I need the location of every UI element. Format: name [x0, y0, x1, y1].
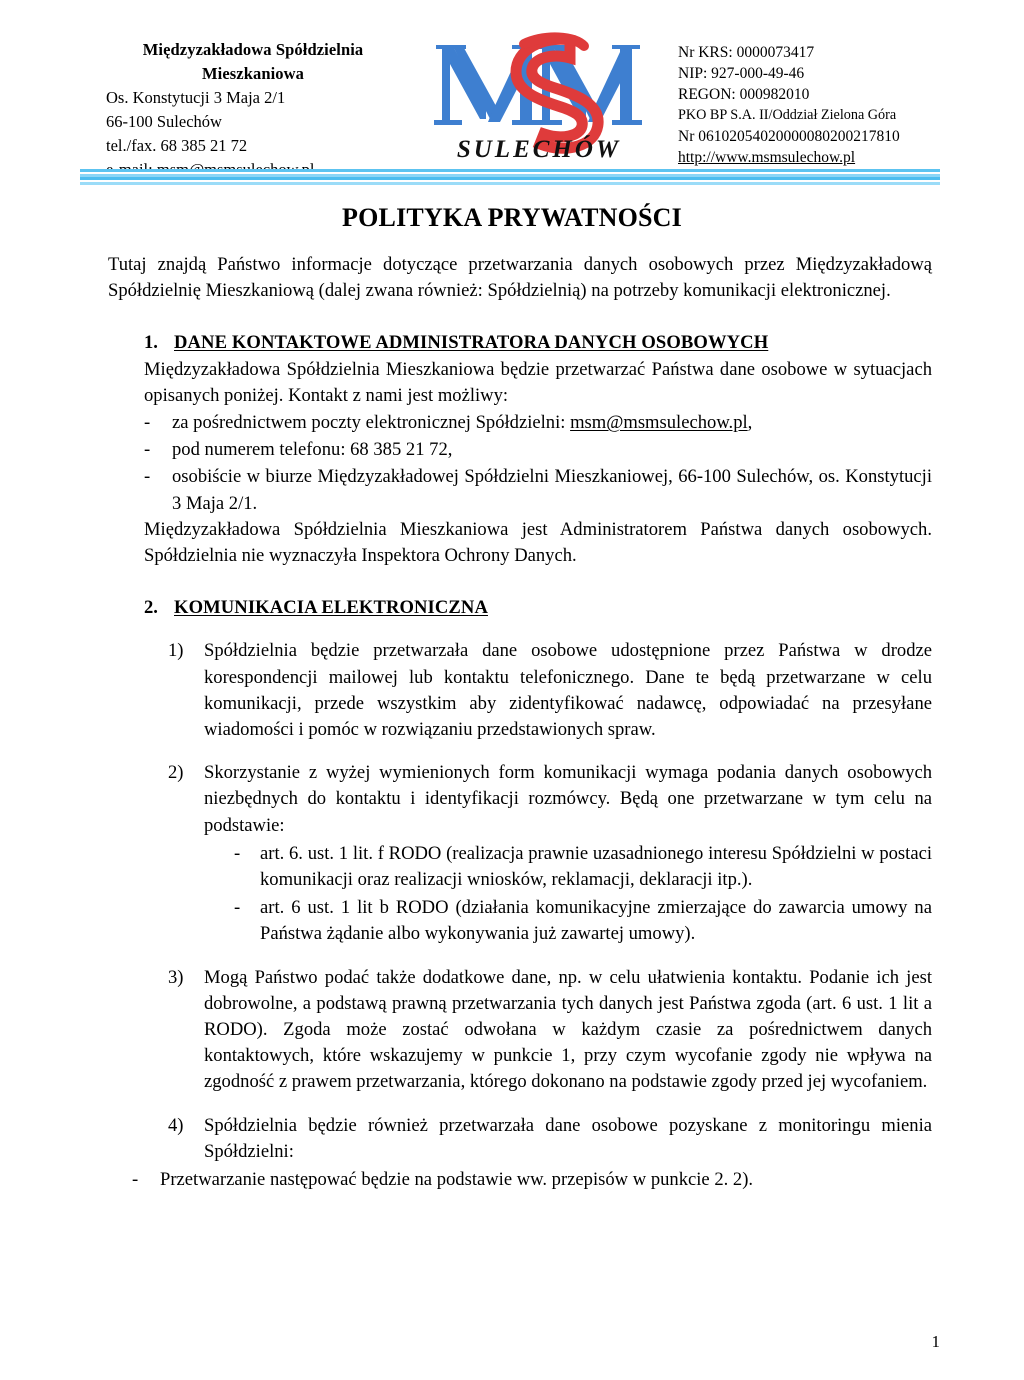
section-2-trailing-bullet — [132, 1167, 932, 1193]
list-item-marker: 2) — [168, 762, 184, 784]
list-item-text — [204, 760, 932, 947]
contact-bullet-office-text: osobiście w biurze Międzyzakładowej Spółdzielni Mieszkaniowej, 66-100 Sulechów, os. Konstytucji 3 Maja 2/1. — [172, 466, 932, 514]
nip-number: NIP: 927-000-49-46 — [678, 65, 805, 82]
sublist-item — [234, 841, 932, 893]
contact-bullet-phone — [144, 437, 932, 463]
krs-number: Nr KRS: 0000073417 — [678, 44, 815, 61]
company-city: 66-100 Sulechów — [106, 112, 222, 131]
logo-wordmark: SULECHÓW — [456, 136, 622, 163]
contact-email-label: za pośrednictwem poczty elektronicznej Spółdzielni: — [172, 412, 571, 434]
list-item — [168, 760, 932, 947]
contact-email-link[interactable]: msm@msmsulechow.pl — [570, 412, 748, 434]
dash-bullet-icon: - — [144, 466, 151, 488]
website-link[interactable]: http://www.msmsulechow.pl — [678, 149, 856, 166]
company-name-line-2: Mieszkaniowa — [201, 64, 305, 83]
company-street: Os. Konstytucji 3 Maja 2/1 — [106, 88, 286, 107]
msm-logo-artwork — [424, 20, 654, 165]
list-item-text: Spółdzielnia będzie również przetwarzała dane osobowe pozyskane z monitoringu mienia Spółdzielni: — [204, 1114, 932, 1162]
dash-bullet-icon: - — [234, 897, 241, 919]
contact-email-suffix: , — [747, 412, 753, 434]
list-item-text: Mogą Państwo podać także dodatkowe dane, np. w celu ułatwienia kontaktu. Podanie ich jest dobrowolne, a podstawą prawną przetwarzania tych danych jest Państwa zgoda (art. 6 ust. 1 lit a RODO). Zgoda może zostać odwołana w każdym czasie za pośrednictwem danych kontaktowych, które wskazujemy w punkcie 1, przy czym wycofanie zgody nie wpływa na zgodność z prawem przetwarzania, którego dokonano na podstawie zgody przed jej wycofaniem. — [204, 966, 932, 1093]
document-body — [108, 252, 932, 1193]
section-2-heading — [108, 595, 932, 621]
section-2-list — [108, 638, 932, 1193]
section-2-title: KOMUNIKACIA ELEKTRONICZNA — [174, 597, 488, 619]
list-item — [168, 638, 932, 743]
contact-bullet-phone-text: pod numerem telefonu: 68 385 21 72, — [172, 439, 453, 461]
list-item-marker: 1) — [168, 640, 184, 662]
list-item — [168, 1113, 932, 1165]
regon-number: REGON: 000982010 — [678, 86, 810, 103]
divider-band-6 — [80, 182, 940, 185]
list-item-text: Spółdzielnia będzie przetwarzała dane osobowe udostępnione przez Państwa w drodze korespondencji mailowej lub kontaktu telefonicznego. Dane te będą przetwarzane w celu komunikacji, przede wszystkim aby zidentyfikować nadawcę, odpowiadać na przesyłane wiadomości i pomóc w rozwiązaniu przedstawionych spraw. — [204, 640, 932, 741]
letterhead — [0, 0, 1024, 172]
sublist-item-text: art. 6 ust. 1 lit b RODO (działania komunikacyjne zmierzające do zawarcia umowy na Państwa żądanie albo wykonywania już zawartej umowy). — [260, 897, 932, 945]
dash-bullet-icon: - — [234, 842, 241, 864]
company-name-line-1: Międzyzakładowa Spółdzielnia — [142, 40, 364, 59]
section-2-trailing-bullet-text: Przetwarzanie następować będzie na podstawie ww. przepisów w punkcie 2. 2). — [160, 1169, 754, 1191]
intro-paragraph: Tutaj znajdą Państwo informacje dotyczące przetwarzania danych osobowych przez Międzyzakładową Spółdzielnię Mieszkaniową (dalej zwana również: Spółdzielnią) na potrzeby komunikacji elektronicznej. — [108, 254, 932, 302]
dash-bullet-icon: - — [144, 412, 151, 434]
page-number: 1 — [931, 1332, 940, 1351]
msm-logo — [424, 20, 654, 165]
letterhead-company-block — [98, 0, 408, 182]
section-1-heading — [108, 330, 932, 356]
sublist-item-text: art. 6. ust. 1 lit. f RODO (realizacja prawnie uzasadnionego interesu Spółdzielni w postaci komunikacji oraz realizacji wniosków, reklamacji, deklaracji itp.). — [260, 842, 932, 891]
sublist-item — [234, 895, 932, 947]
dash-bullet-icon: - — [144, 439, 151, 461]
section-1-title: DANE KONTAKTOWE ADMINISTRATORA DANYCH OSOBOWYCH — [174, 332, 769, 354]
list-item-marker: 4) — [168, 1114, 184, 1136]
list-item-marker: 3) — [168, 966, 184, 988]
contact-bullet-office — [144, 464, 932, 516]
logo-container — [408, 0, 670, 165]
contact-bullet-email — [144, 410, 932, 436]
bank-account: Nr 06102054020000080200217810 — [678, 128, 900, 145]
company-phone: tel./fax. 68 385 21 72 — [106, 136, 248, 155]
section-1-body — [108, 357, 932, 570]
section-2-number: 2. — [144, 597, 158, 619]
list-item-sublist — [204, 841, 932, 948]
section-1-closing-paragraph: Międzyzakładowa Spółdzielnia Mieszkaniowa jest Administratorem Państwa danych osobowych. Spółdzielnia nie wyznaczyła Inspektora Ochrony Danych. — [144, 518, 932, 567]
header-divider-bar — [80, 169, 940, 185]
document-title: POLITYKA PRYWATNOŚCI — [342, 203, 682, 232]
list-item — [168, 965, 932, 1096]
list-item-lead-text: Skorzystanie z wyżej wymienionych form komunikacji wymaga podania danych osobowych niezbędnych do kontaktu i identyfikacji rozmówcy. Będą one przetwarzane w tym celu na podstawie: — [204, 762, 932, 836]
letterhead-registry-block — [678, 0, 900, 168]
section-1-number: 1. — [144, 332, 158, 354]
dash-bullet-icon: - — [132, 1169, 139, 1191]
section-1-paragraph: Międzyzakładowa Spółdzielnia Mieszkaniowa będzie przetwarzać Państwa dane osobowe w sytuacjach opisanych poniżej. Kontakt z nami jest możliwy: — [144, 358, 932, 406]
bank-name: PKO BP S.A. II/Oddział Zielona Góra — [678, 107, 897, 123]
contact-bullet-email-text — [172, 410, 932, 436]
